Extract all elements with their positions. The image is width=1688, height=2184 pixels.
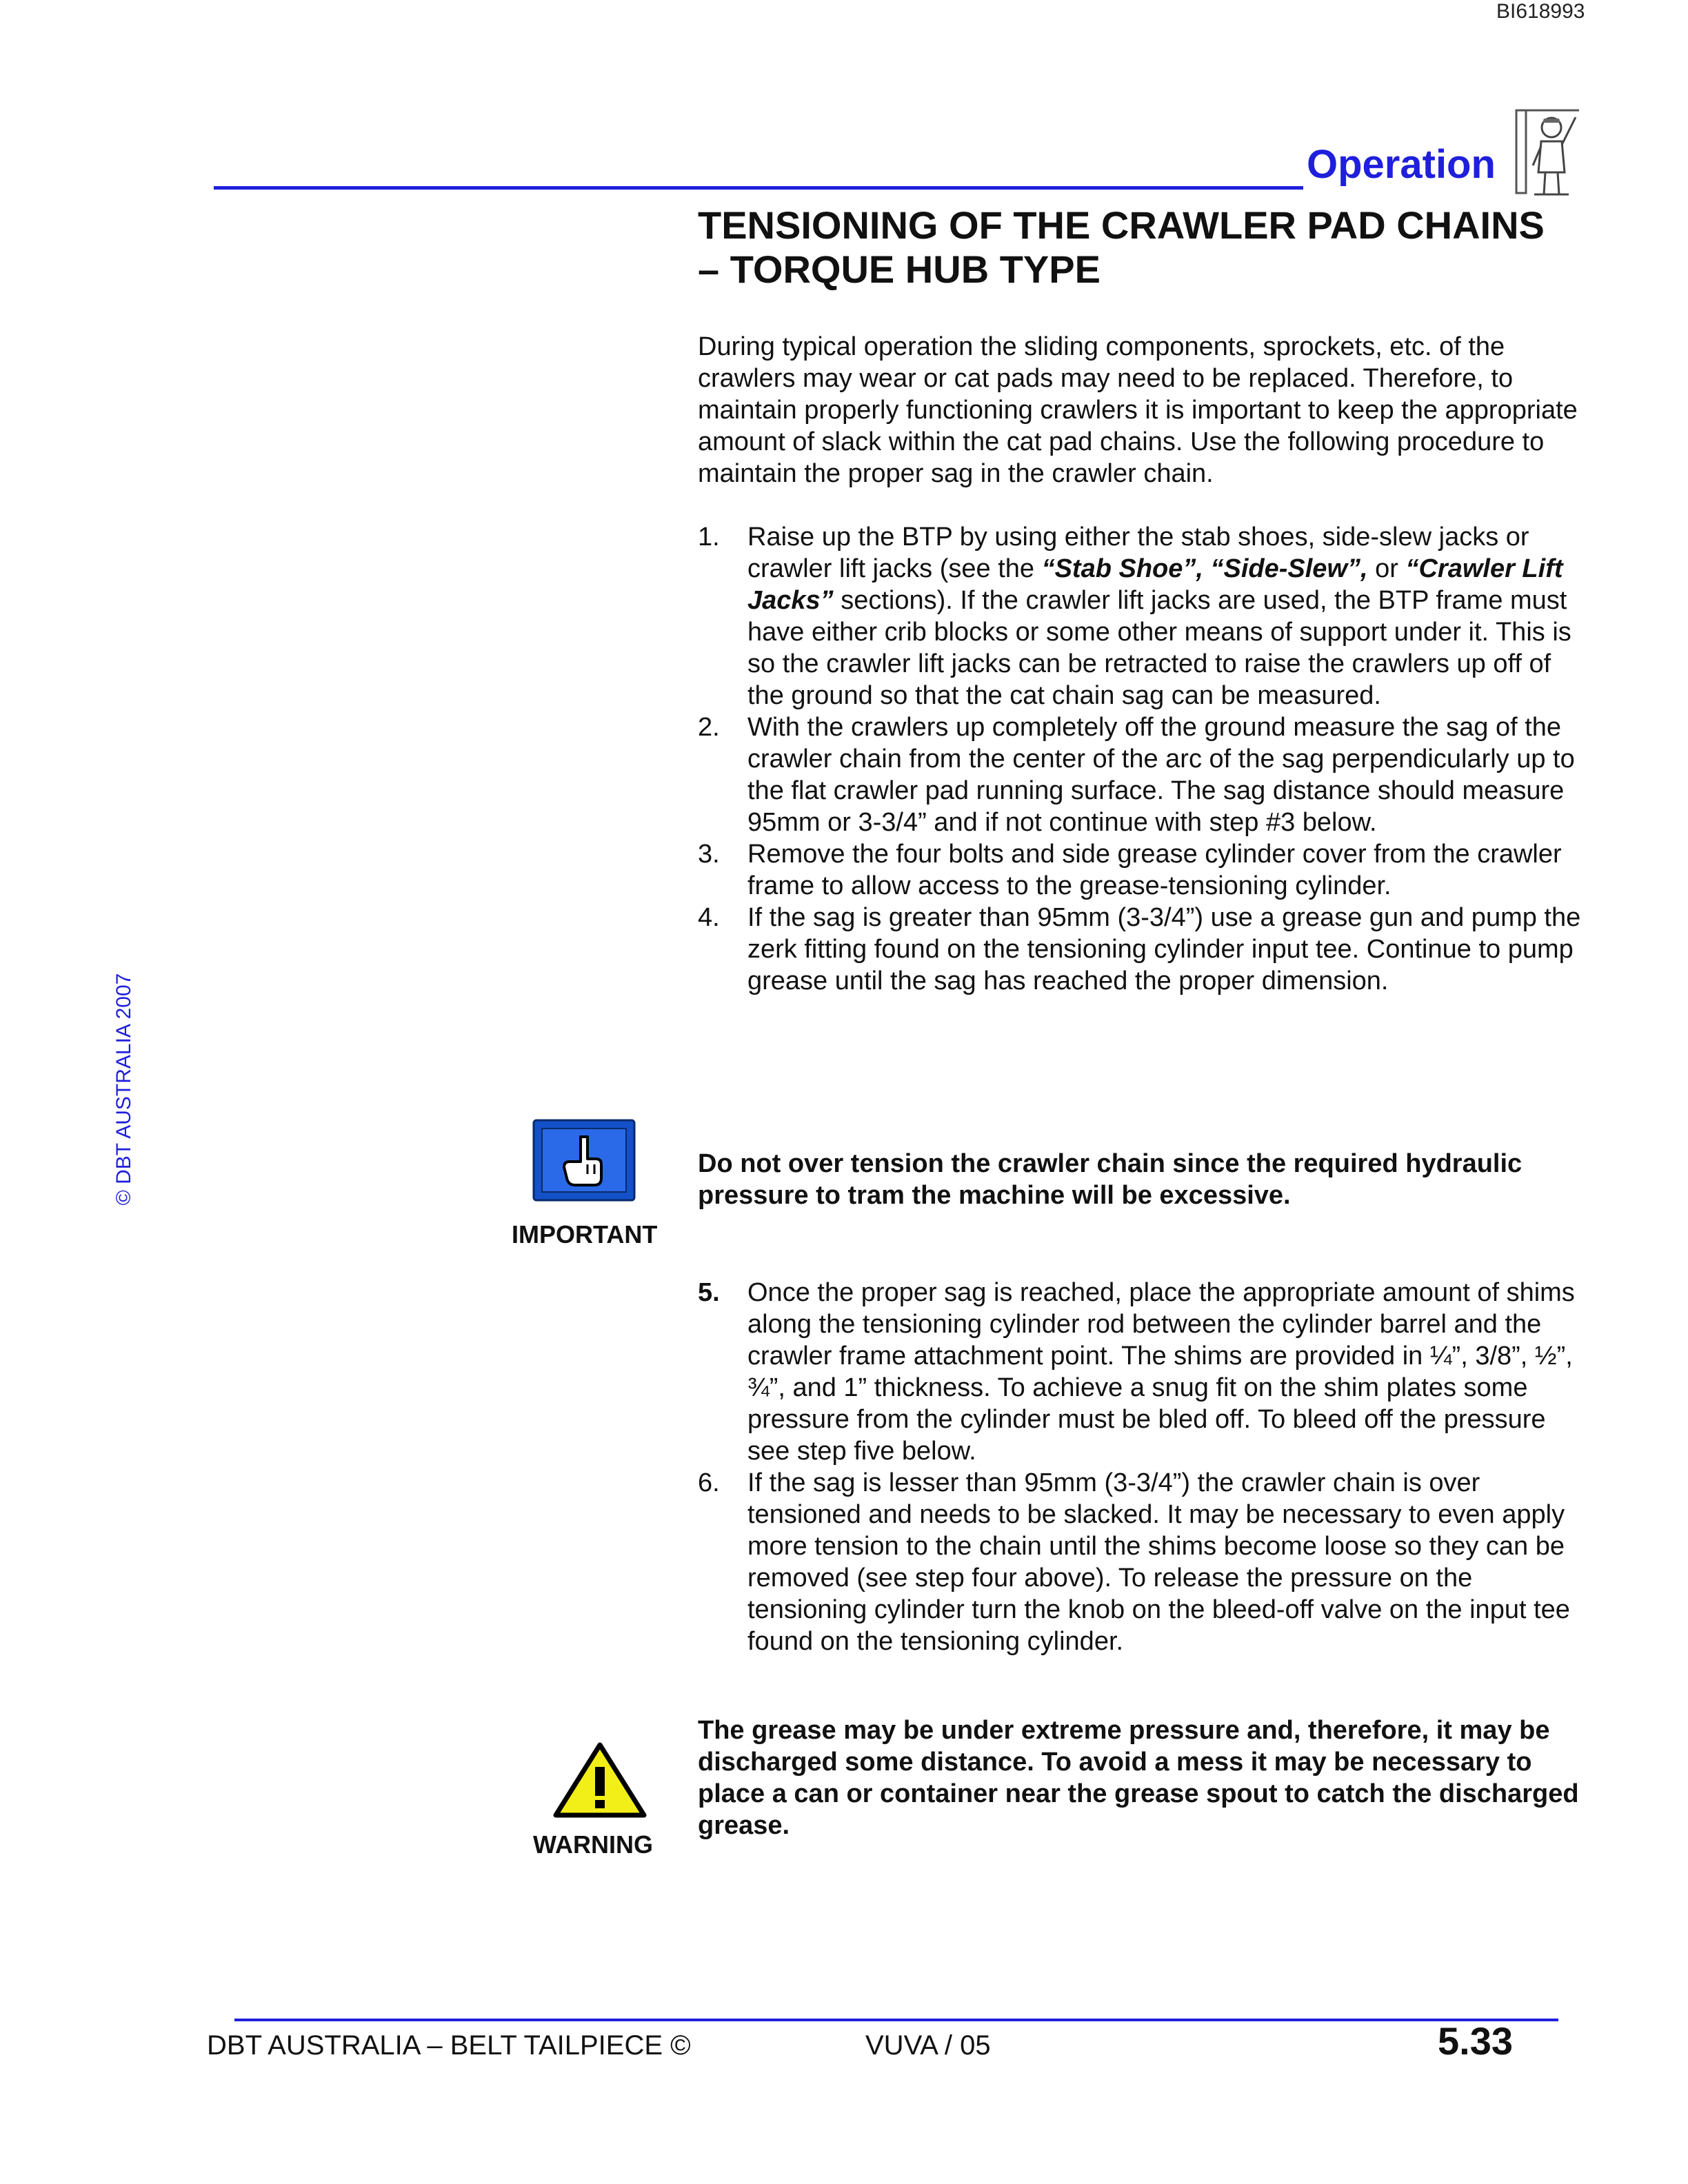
step-text: If the sag is greater than 95mm (3-3/4”) use a grease gun and pump the zerk fitting found on the tensioning cylinder input tee. Continue to pump grease until the sag has reached the proper dimension.	[747, 903, 1581, 995]
important-notice-text: Do not over tension the crawler chain since the required hydraulic pressure to tram the machine will be excessive.	[698, 1149, 1523, 1210]
footer-publisher: DBT AUSTRALIA – BELT TAILPIECE ©	[207, 2030, 691, 2061]
list-item	[698, 521, 1587, 711]
warning-triangle-icon	[552, 1741, 648, 1820]
step-number: 5.	[698, 1278, 720, 1307]
step-number: 2.	[698, 713, 720, 742]
section-title: Operation	[1307, 142, 1496, 187]
operator-manual-icon	[1514, 103, 1582, 200]
page-heading-line1: TENSIONING OF THE CRAWLER PAD CHAINS	[698, 203, 1545, 247]
step-text: Remove the four bolts and side grease cylinder cover from the crawler frame to allow access to the grease-tensioning cylinder.	[747, 840, 1562, 900]
intro-paragraph: During typical operation the sliding components, sprockets, etc. of the crawlers may wear or cat pads may need to be replaced. Therefore, to maintain properly functioning crawlers it is important to keep the appropriate amount of slack within the cat pad chains. Use the following procedure to maintain the proper sag in the crawler chain.	[698, 332, 1578, 488]
step-text: Raise up the BTP by using either the stab shoes, side-slew jacks or crawler lift jacks (see the	[747, 523, 1529, 583]
warning-notice-text: The grease may be under extreme pressure and, therefore, it may be discharged some distance. To avoid a mess it may be necessary to place a can or container near the grease spout to catch the discharged grease.	[698, 1716, 1579, 1840]
warning-label: WARNING	[533, 1830, 653, 1859]
step-text: If the sag is lesser than 95mm (3-3/4”) the crawler chain is over tensioned and needs to be slacked. It may be necessary to even apply more tension to the chain until the shims become loose so they can be removed (see step four above). To release the pressure on the tensioning cylinder turn the knob on the bleed-off valve on the input tee found on the tensioning cylinder.	[747, 1468, 1570, 1656]
list-item	[698, 711, 1587, 838]
step-text: or	[1367, 554, 1406, 583]
list-item	[698, 1277, 1587, 1467]
section-reference: “Crawler Lift Jacks”	[747, 554, 1563, 615]
procedure-steps-list-continued	[698, 1277, 1587, 1657]
page-number: 5.33	[1438, 2019, 1513, 2063]
page-heading	[698, 203, 1580, 292]
document-id: BI618993	[1496, 0, 1585, 23]
list-item	[698, 1467, 1587, 1657]
pointing-hand-icon	[532, 1119, 636, 1202]
list-item	[698, 838, 1587, 902]
page-heading-line2: – TORQUE HUB TYPE	[698, 247, 1101, 291]
list-item	[698, 902, 1587, 997]
step-number: 1.	[698, 523, 720, 552]
step-number: 3.	[698, 840, 720, 869]
important-label: IMPORTANT	[512, 1220, 658, 1248]
footer-rule	[234, 2019, 1558, 2021]
footer-revision: VUVA / 05	[865, 2030, 991, 2061]
step-text: With the crawlers up completely off the ground measure the sag of the crawler chain from the center of the arc of the sag perpendicularly up to the flat crawler pad running surface. The sag distance should measure 95mm or 3-3/4” and if not continue with step #3 below.	[747, 713, 1575, 837]
step-text: sections). If the crawler lift jacks are used, the BTP frame must have either crib blocks or some other means of support under it. This is so the crawler lift jacks can be retracted to raise the crawlers up off of the ground so that the cat chain sag can be measured.	[747, 586, 1571, 710]
step-number: 6.	[698, 1468, 720, 1497]
step-text: Once the proper sag is reached, place the appropriate amount of shims along the tensioning cylinder rod between the cylinder barrel and the crawler frame attachment point. The shims are provided in ¼”, 3/8”, ½”, ¾”, and 1” thickness. To achieve a snug fit on the shim plates some pressure from the cylinder must be bled off. To bleed off the pressure see step five below.	[747, 1278, 1575, 1466]
side-copyright: © DBT AUSTRALIA 2007	[112, 973, 135, 1206]
procedure-steps-list	[698, 521, 1587, 997]
section-reference: “Stab Shoe”, “Side-Slew”,	[1041, 554, 1368, 583]
header-rule	[214, 186, 1303, 190]
step-number: 4.	[698, 903, 720, 932]
